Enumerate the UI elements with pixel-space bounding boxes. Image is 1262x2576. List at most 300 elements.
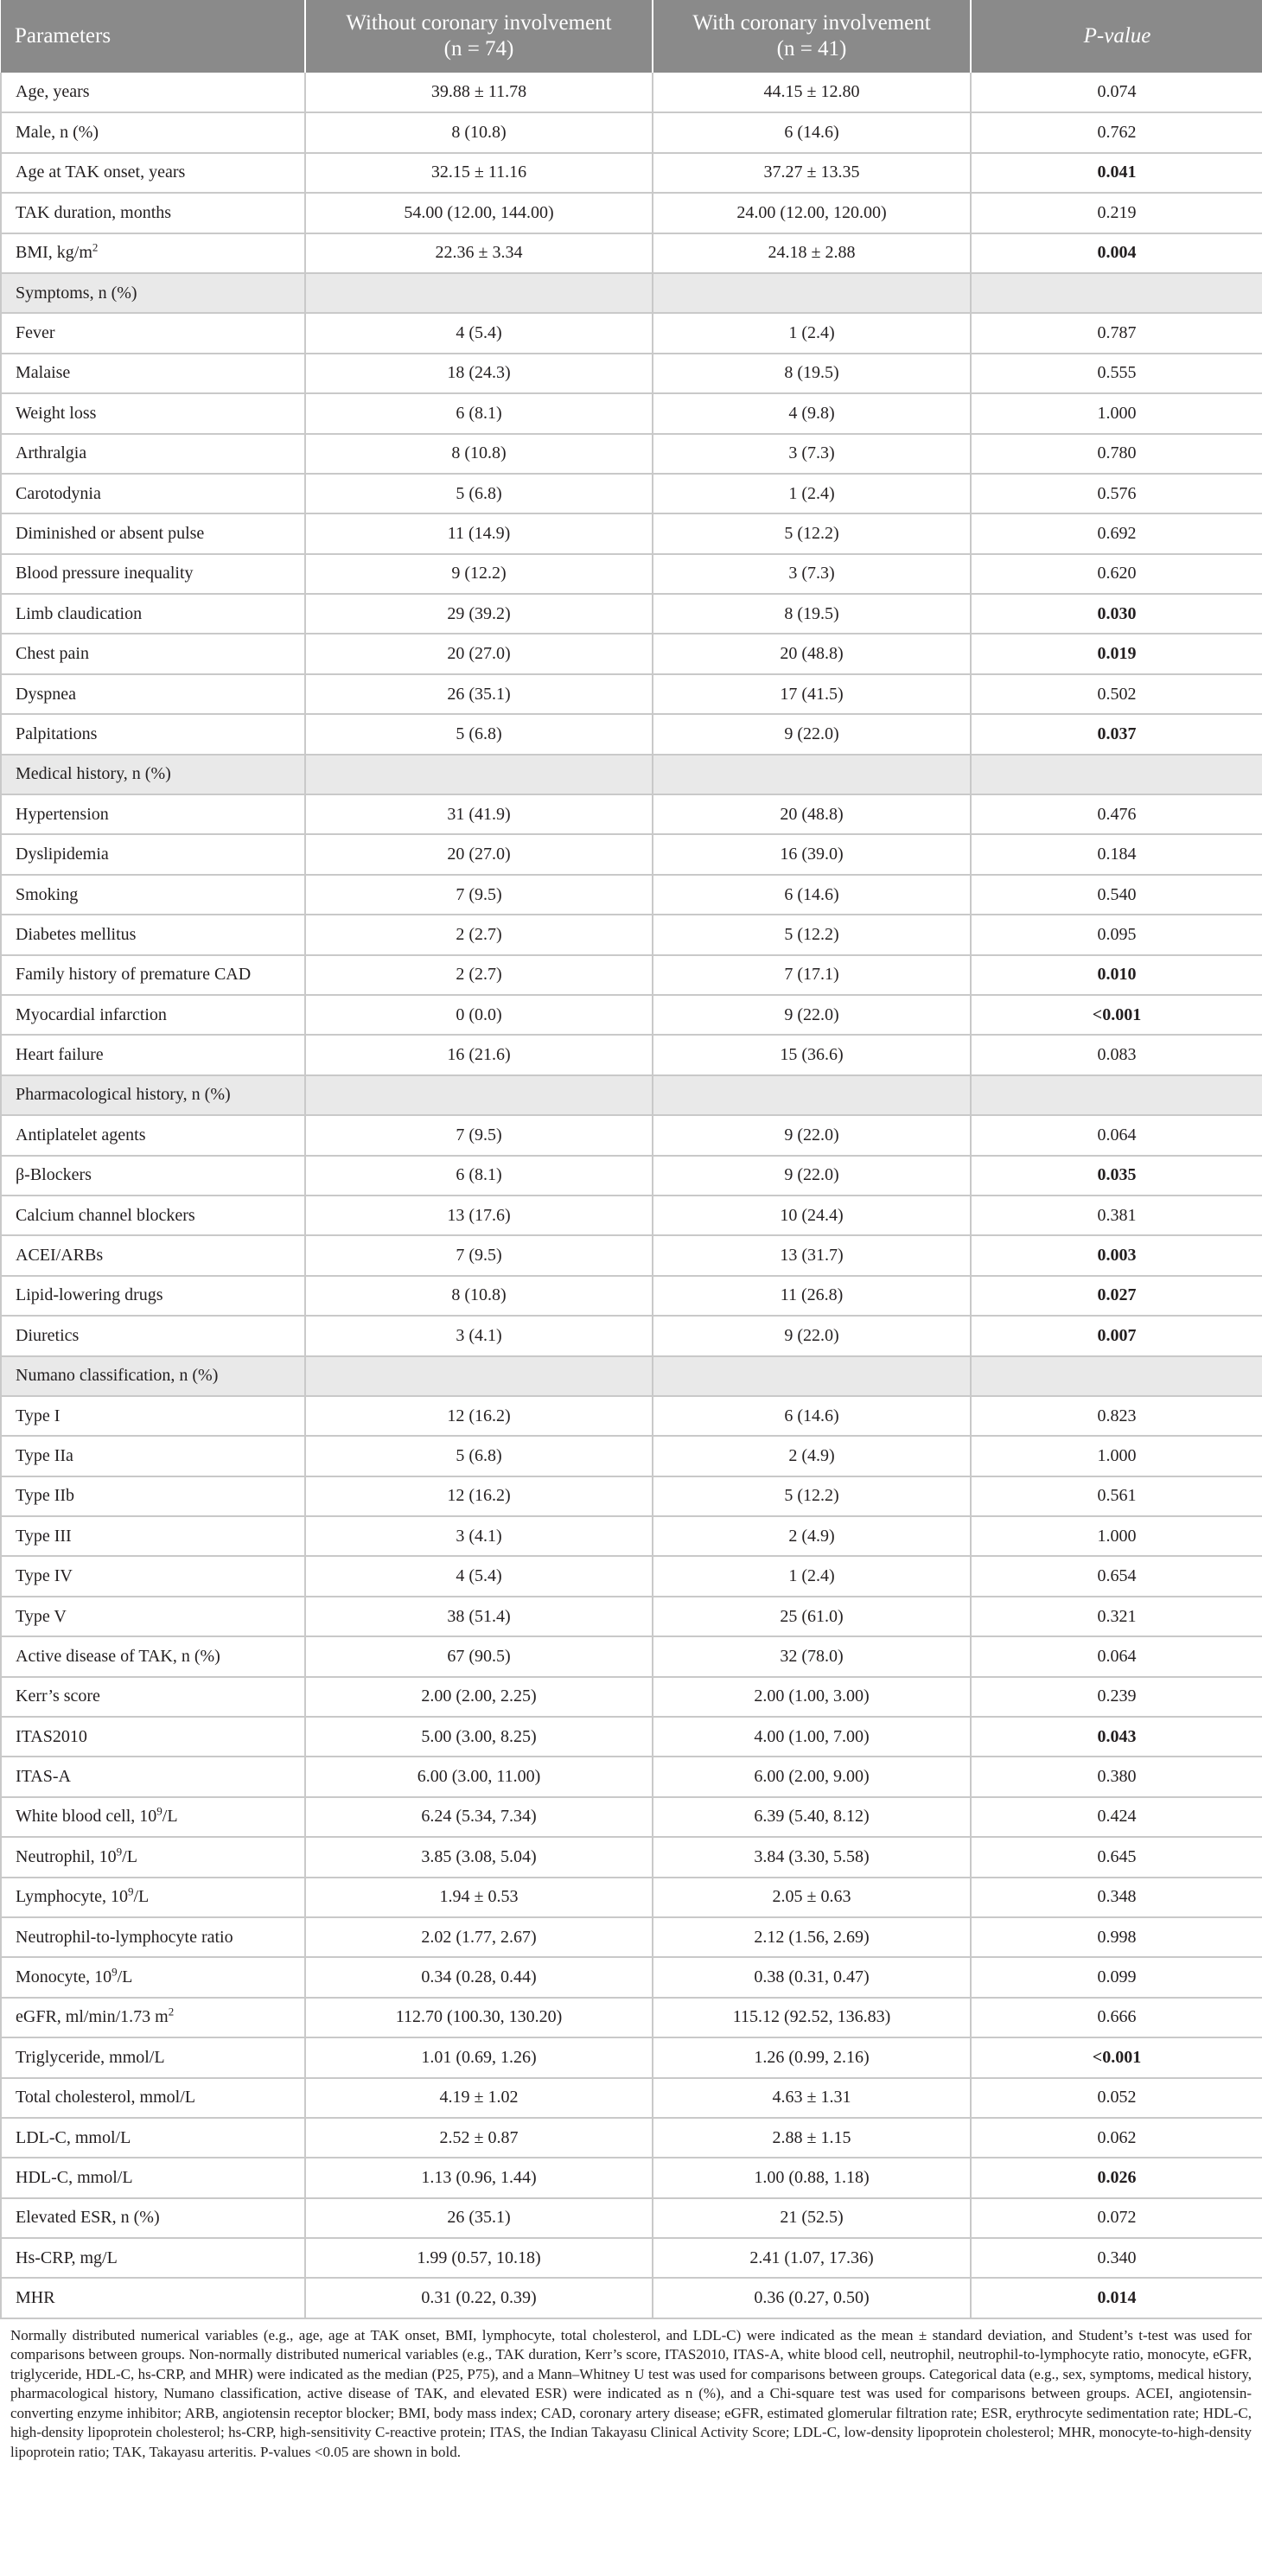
with-coronary-cell: 44.15 ± 12.80 <box>653 73 971 112</box>
without-coronary-cell: 5 (6.8) <box>305 474 653 513</box>
parameter-label: Myocardial infarction <box>16 1004 167 1024</box>
parameter-cell <box>1 393 305 433</box>
parameter-cell <box>1 1276 305 1316</box>
without-coronary-cell: 2 (2.7) <box>305 955 653 995</box>
without-coronary-cell: 22.36 ± 3.34 <box>305 233 653 273</box>
with-coronary-cell: 20 (48.8) <box>653 794 971 834</box>
with-coronary-cell: 2 (4.9) <box>653 1516 971 1556</box>
parameter-cell <box>1 1797 305 1837</box>
p-value-cell: 0.561 <box>971 1476 1262 1516</box>
parameter-label: TAK duration, months <box>16 202 172 222</box>
without-coronary-cell: 1.94 ± 0.53 <box>305 1878 653 1917</box>
with-coronary-cell: 2.41 (1.07, 17.36) <box>653 2238 971 2278</box>
without-coronary-cell: 1.13 (0.96, 1.44) <box>305 2158 653 2197</box>
p-value-cell: 0.003 <box>971 1235 1262 1275</box>
parameter-cell <box>1 1115 305 1155</box>
parameter-cell <box>1 1156 305 1196</box>
table-row <box>1 714 1262 754</box>
p-value-cell: 0.095 <box>971 915 1262 954</box>
parameter-label: Diuretics <box>16 1325 80 1345</box>
parameter-unit-suffix: /L <box>162 1807 178 1827</box>
parameter-label: β-Blockers <box>16 1165 92 1185</box>
parameter-cell <box>1 233 305 273</box>
p-value-cell: <0.001 <box>971 2037 1262 2077</box>
parameter-label: Weight loss <box>16 403 97 423</box>
p-value-cell: 0.476 <box>971 794 1262 834</box>
parameter-label: Hypertension <box>16 804 109 824</box>
parameter-label: Pharmacological history, n (%) <box>16 1085 231 1105</box>
p-value-cell: 0.014 <box>971 2278 1262 2318</box>
table-row <box>1 1797 1262 1837</box>
without-coronary-cell: 4 (5.4) <box>305 313 653 353</box>
table-row <box>1 513 1262 553</box>
parameter-cell <box>1 1677 305 1717</box>
table-row <box>1 2158 1262 2197</box>
with-coronary-cell <box>653 755 971 794</box>
without-coronary-cell: 16 (21.6) <box>305 1035 653 1074</box>
table-row <box>1 1677 1262 1717</box>
with-coronary-cell: 24.00 (12.00, 120.00) <box>653 193 971 233</box>
without-coronary-cell <box>305 273 653 313</box>
table-row <box>1 1196 1262 1235</box>
table-row <box>1 73 1262 112</box>
parameter-cell <box>1 474 305 513</box>
with-coronary-cell: 4.00 (1.00, 7.00) <box>653 1717 971 1757</box>
table-row <box>1 1717 1262 1757</box>
with-coronary-cell: 6 (14.6) <box>653 1396 971 1436</box>
table-row <box>1 1837 1262 1877</box>
with-coronary-cell: 1.00 (0.88, 1.18) <box>653 2158 971 2197</box>
parameter-label: White blood cell, 10 <box>16 1807 157 1827</box>
parameter-cell <box>1 73 305 112</box>
parameter-label: Carotodynia <box>16 483 101 503</box>
without-coronary-cell: 20 (27.0) <box>305 634 653 673</box>
parameter-cell <box>1 794 305 834</box>
parameter-cell <box>1 1396 305 1436</box>
with-coronary-cell: 5 (12.2) <box>653 915 971 954</box>
table-row <box>1 393 1262 433</box>
parameter-cell <box>1 313 305 353</box>
without-coronary-cell: 2.02 (1.77, 2.67) <box>305 1917 653 1957</box>
parameter-cell <box>1 2278 305 2318</box>
with-coronary-cell: 8 (19.5) <box>653 594 971 634</box>
p-value-cell: 0.502 <box>971 674 1262 714</box>
table-row <box>1 193 1262 233</box>
table-row <box>1 1597 1262 1636</box>
parameter-label: Symptoms, n (%) <box>16 283 137 303</box>
without-coronary-cell: 2.52 ± 0.87 <box>305 2118 653 2158</box>
p-value-cell: 0.027 <box>971 1276 1262 1316</box>
parameter-cell <box>1 2158 305 2197</box>
parameter-label: Type III <box>16 1526 72 1546</box>
with-coronary-cell: 2.88 ± 1.15 <box>653 2118 971 2158</box>
p-value-cell: 0.381 <box>971 1196 1262 1235</box>
without-coronary-cell: 54.00 (12.00, 144.00) <box>305 193 653 233</box>
table-row <box>1 1636 1262 1676</box>
without-coronary-cell: 11 (14.9) <box>305 513 653 553</box>
without-coronary-cell: 13 (17.6) <box>305 1196 653 1235</box>
with-coronary-cell: 115.12 (92.52, 136.83) <box>653 1998 971 2037</box>
with-coronary-cell: 4 (9.8) <box>653 393 971 433</box>
table-row <box>1 1878 1262 1917</box>
parameter-cell <box>1 834 305 874</box>
with-coronary-cell: 6 (14.6) <box>653 875 971 915</box>
parameter-cell <box>1 513 305 553</box>
with-coronary-cell: 37.27 ± 13.35 <box>653 153 971 193</box>
table-row <box>1 1235 1262 1275</box>
parameter-cell <box>1 193 305 233</box>
parameter-cell <box>1 1196 305 1235</box>
p-value-cell: 0.380 <box>971 1757 1262 1796</box>
p-value-cell: 0.692 <box>971 513 1262 553</box>
parameter-cell <box>1 2198 305 2238</box>
parameter-label: Limb claudication <box>16 603 143 623</box>
table-row <box>1 313 1262 353</box>
p-value-cell: 0.007 <box>971 1316 1262 1355</box>
with-coronary-cell: 2.05 ± 0.63 <box>653 1878 971 1917</box>
with-coronary-cell: 0.36 (0.27, 0.50) <box>653 2278 971 2318</box>
without-coronary-cell: 6.24 (5.34, 7.34) <box>305 1797 653 1837</box>
p-value-cell: 1.000 <box>971 1516 1262 1556</box>
table-row <box>1 474 1262 513</box>
with-coronary-cell: 9 (22.0) <box>653 995 971 1035</box>
without-coronary-cell: 4.19 ± 1.02 <box>305 2078 653 2118</box>
p-value-cell: 0.019 <box>971 634 1262 673</box>
without-coronary-cell: 6 (8.1) <box>305 393 653 433</box>
table-row <box>1 2118 1262 2158</box>
with-coronary-cell: 3 (7.3) <box>653 434 971 474</box>
p-value-cell: 0.030 <box>971 594 1262 634</box>
parameter-cell <box>1 1878 305 1917</box>
without-coronary-cell: 3 (4.1) <box>305 1316 653 1355</box>
with-coronary-cell: 24.18 ± 2.88 <box>653 233 971 273</box>
p-value-cell: 0.004 <box>971 233 1262 273</box>
parameter-cell <box>1 434 305 474</box>
without-coronary-cell: 112.70 (100.30, 130.20) <box>305 1998 653 2037</box>
parameter-label: HDL-C, mmol/L <box>16 2168 133 2187</box>
without-coronary-cell: 5.00 (3.00, 8.25) <box>305 1717 653 1757</box>
p-value-cell: 0.010 <box>971 955 1262 995</box>
with-coronary-cell: 1 (2.4) <box>653 474 971 513</box>
parameter-superscript: 9 <box>112 1965 118 1979</box>
parameter-cell <box>1 1235 305 1275</box>
without-coronary-cell: 6 (8.1) <box>305 1156 653 1196</box>
p-value-cell: 0.998 <box>971 1917 1262 1957</box>
without-coronary-cell: 32.15 ± 11.16 <box>305 153 653 193</box>
parameter-cell <box>1 1998 305 2037</box>
parameter-label: Lipid-lowering drugs <box>16 1285 163 1305</box>
p-value-cell: 0.041 <box>971 153 1262 193</box>
p-value-cell: 0.062 <box>971 2118 1262 2158</box>
without-coronary-cell: 26 (35.1) <box>305 674 653 714</box>
parameter-cell <box>1 755 305 794</box>
without-coronary-cell: 7 (9.5) <box>305 1235 653 1275</box>
parameter-superscript: 2 <box>168 2005 175 2018</box>
parameter-cell <box>1 915 305 954</box>
parameter-cell <box>1 875 305 915</box>
table-row <box>1 875 1262 915</box>
parameter-cell <box>1 1516 305 1556</box>
p-value-cell: 1.000 <box>971 393 1262 433</box>
table-row <box>1 2037 1262 2077</box>
table-row <box>1 112 1262 152</box>
parameter-cell <box>1 1476 305 1516</box>
table-row <box>1 1757 1262 1796</box>
without-coronary-cell <box>305 1356 653 1396</box>
without-coronary-cell: 7 (9.5) <box>305 875 653 915</box>
parameter-label: Active disease of TAK, n (%) <box>16 1646 220 1666</box>
p-value-cell: 0.219 <box>971 193 1262 233</box>
without-coronary-cell: 5 (6.8) <box>305 1436 653 1476</box>
parameter-label: Smoking <box>16 884 79 904</box>
parameter-label: Fever <box>16 323 55 343</box>
p-value-cell: 0.787 <box>971 313 1262 353</box>
with-coronary-cell: 3 (7.3) <box>653 554 971 594</box>
without-coronary-cell: 3 (4.1) <box>305 1516 653 1556</box>
with-coronary-cell: 1 (2.4) <box>653 1556 971 1596</box>
p-value-cell: 0.576 <box>971 474 1262 513</box>
parameter-label: Total cholesterol, mmol/L <box>16 2088 195 2107</box>
with-coronary-cell: 2.12 (1.56, 2.69) <box>653 1917 971 1957</box>
p-value-cell: 0.043 <box>971 1717 1262 1757</box>
with-coronary-cell: 17 (41.5) <box>653 674 971 714</box>
without-coronary-cell: 8 (10.8) <box>305 1276 653 1316</box>
with-coronary-cell <box>653 1356 971 1396</box>
parameter-label: Type V <box>16 1606 67 1626</box>
p-value-cell: 0.099 <box>971 1957 1262 1997</box>
parameter-label: Family history of premature CAD <box>16 965 252 985</box>
p-value-cell: 0.074 <box>971 73 1262 112</box>
parameter-cell <box>1 1757 305 1796</box>
table-row <box>1 434 1262 474</box>
table-row <box>1 1035 1262 1074</box>
parameter-cell <box>1 1316 305 1355</box>
parameter-label: Monocyte, 10 <box>16 1967 112 1987</box>
without-coronary-cell <box>305 755 653 794</box>
without-coronary-cell: 5 (6.8) <box>305 714 653 754</box>
parameter-label: BMI, kg/m <box>16 243 92 263</box>
parameter-label: Lymphocyte, 10 <box>16 1887 128 1907</box>
parameter-cell <box>1 554 305 594</box>
parameter-unit-suffix: /L <box>122 1846 137 1866</box>
header-p-value: P-value <box>971 0 1262 73</box>
without-coronary-cell: 1.99 (0.57, 10.18) <box>305 2238 653 2278</box>
p-value-cell: 0.348 <box>971 1878 1262 1917</box>
table-row <box>1 794 1262 834</box>
table-row <box>1 915 1262 954</box>
p-value-cell: 0.035 <box>971 1156 1262 1196</box>
without-coronary-cell: 12 (16.2) <box>305 1396 653 1436</box>
table-row <box>1 1316 1262 1355</box>
without-coronary-cell: 7 (9.5) <box>305 1115 653 1155</box>
parameter-label: Elevated ESR, n (%) <box>16 2208 160 2228</box>
parameter-cell <box>1 2118 305 2158</box>
p-value-cell: 0.555 <box>971 354 1262 393</box>
parameter-cell <box>1 1636 305 1676</box>
without-coronary-cell: 0.34 (0.28, 0.44) <box>305 1957 653 1997</box>
with-coronary-cell <box>653 273 971 313</box>
parameter-label: ITAS2010 <box>16 1726 87 1746</box>
table-row <box>1 2198 1262 2238</box>
without-coronary-cell: 0 (0.0) <box>305 995 653 1035</box>
table-row <box>1 1156 1262 1196</box>
table-row <box>1 1115 1262 1155</box>
p-value-cell: 0.424 <box>971 1797 1262 1837</box>
p-value-cell: 0.037 <box>971 714 1262 754</box>
table-row <box>1 2278 1262 2318</box>
parameter-label: Blood pressure inequality <box>16 564 194 583</box>
with-coronary-cell: 15 (36.6) <box>653 1035 971 1074</box>
without-coronary-cell: 0.31 (0.22, 0.39) <box>305 2278 653 2318</box>
p-value-cell: 0.052 <box>971 2078 1262 2118</box>
with-coronary-cell: 7 (17.1) <box>653 955 971 995</box>
parameter-cell <box>1 674 305 714</box>
with-coronary-cell: 1 (2.4) <box>653 313 971 353</box>
section-row <box>1 1356 1262 1396</box>
without-coronary-cell: 6.00 (3.00, 11.00) <box>305 1757 653 1796</box>
table-row <box>1 995 1262 1035</box>
parameter-label: Medical history, n (%) <box>16 764 171 784</box>
parameter-label: Type IV <box>16 1566 73 1586</box>
parameter-cell <box>1 112 305 152</box>
with-coronary-cell: 13 (31.7) <box>653 1235 971 1275</box>
header-parameters: Parameters <box>1 0 305 73</box>
parameter-label: Chest pain <box>16 644 89 664</box>
with-coronary-cell: 6.00 (2.00, 9.00) <box>653 1757 971 1796</box>
parameter-label: Neutrophil, 10 <box>16 1846 117 1866</box>
without-coronary-cell: 31 (41.9) <box>305 794 653 834</box>
with-coronary-cell: 10 (24.4) <box>653 1196 971 1235</box>
parameter-cell <box>1 1837 305 1877</box>
p-value-cell: 0.321 <box>971 1597 1262 1636</box>
p-value-cell: 0.184 <box>971 834 1262 874</box>
with-coronary-cell: 5 (12.2) <box>653 513 971 553</box>
parameter-label: Kerr’s score <box>16 1687 100 1706</box>
table-row <box>1 834 1262 874</box>
with-coronary-cell: 20 (48.8) <box>653 634 971 673</box>
without-coronary-cell: 3.85 (3.08, 5.04) <box>305 1837 653 1877</box>
table-row <box>1 594 1262 634</box>
p-value-cell: 0.239 <box>971 1677 1262 1717</box>
p-value-cell: 0.654 <box>971 1556 1262 1596</box>
table-row <box>1 554 1262 594</box>
parameter-superscript: 2 <box>92 240 99 254</box>
parameter-cell <box>1 354 305 393</box>
parameter-label: Triglyceride, mmol/L <box>16 2047 165 2067</box>
with-coronary-cell: 2 (4.9) <box>653 1436 971 1476</box>
table-row <box>1 354 1262 393</box>
with-coronary-cell: 9 (22.0) <box>653 1316 971 1355</box>
parameter-label: Age at TAK onset, years <box>16 163 186 182</box>
table-row <box>1 955 1262 995</box>
parameter-label: Antiplatelet agents <box>16 1125 146 1145</box>
parameter-label: Type I <box>16 1406 61 1425</box>
without-coronary-cell: 1.01 (0.69, 1.26) <box>305 2037 653 2077</box>
with-coronary-cell: 9 (22.0) <box>653 714 971 754</box>
parameter-cell <box>1 1356 305 1396</box>
p-value-cell: 0.540 <box>971 875 1262 915</box>
parameter-label: Male, n (%) <box>16 123 99 143</box>
with-coronary-cell: 32 (78.0) <box>653 1636 971 1676</box>
table-row <box>1 1396 1262 1436</box>
table-row <box>1 2078 1262 2118</box>
table-row <box>1 674 1262 714</box>
parameter-unit-suffix: /L <box>133 1887 150 1907</box>
parameter-cell <box>1 2078 305 2118</box>
parameter-label: Malaise <box>16 363 71 383</box>
parameter-cell <box>1 1597 305 1636</box>
table-row <box>1 634 1262 673</box>
table-row <box>1 1276 1262 1316</box>
without-coronary-cell: 18 (24.3) <box>305 354 653 393</box>
parameter-label: Hs-CRP, mg/L <box>16 2248 118 2267</box>
p-value-cell: <0.001 <box>971 995 1262 1035</box>
p-value-cell <box>971 1075 1262 1115</box>
parameter-label: Numano classification, n (%) <box>16 1366 219 1386</box>
parameter-superscript: 9 <box>156 1804 163 1818</box>
p-value-cell: 0.780 <box>971 434 1262 474</box>
p-value-cell: 0.645 <box>971 1837 1262 1877</box>
with-coronary-cell: 6 (14.6) <box>653 112 971 152</box>
with-coronary-cell <box>653 1075 971 1115</box>
parameter-label: Heart failure <box>16 1045 104 1065</box>
with-coronary-cell: 16 (39.0) <box>653 834 971 874</box>
parameter-cell <box>1 153 305 193</box>
parameter-cell <box>1 2037 305 2077</box>
parameter-label: Dyslipidemia <box>16 845 109 864</box>
p-value-cell: 0.072 <box>971 2198 1262 2238</box>
p-value-cell <box>971 1356 1262 1396</box>
table-row <box>1 1476 1262 1516</box>
with-coronary-cell: 21 (52.5) <box>653 2198 971 2238</box>
parameter-label: ACEI/ARBs <box>16 1246 104 1266</box>
parameter-cell <box>1 2238 305 2278</box>
parameter-cell <box>1 1957 305 1997</box>
parameter-label: Arthralgia <box>16 443 87 463</box>
without-coronary-cell: 20 (27.0) <box>305 834 653 874</box>
table-footnote: Normally distributed numerical variables (e.g., age, age at TAK onset, BMI, lymphocyte, total cholesterol, and LDL-C) were indicated as the mean ± standard deviation, and Student’s t-test was used for comparisons between groups. Non-normally distributed numerical variables (e.g., TAK duration, Kerr’s score, ITAS2010, ITAS-A, white blood cell, neutrophil, neutrophil-to-lymphocyte ratio, monocyte, eGFR, triglyceride, HDL-C, hs-CRP, and MHR) were indicated as the median (P25, P75), and a Mann–Whitney U test was used for comparisons between groups. Categorical data (e.g., sex, symptoms, medical history, pharmacological history, Numano classification, active disease of TAK, and elevated ESR) were indicated as n (%), and a Chi-square test was used for comparisons between groups. ACEI, angiotensin-converting enzyme inhibitor; ARB, angiotensin receptor blocker; BMI, body mass index; CAD, coronary artery disease; eGFR, estimated glomerular filtration rate; ESR, erythrocyte sedimentation rate; HDL-C, high-density lipoprotein cholesterol; hs-CRP, high-sensitivity C-reactive protein; ITAS, the Indian Takayasu Clinical Activity Score; LDL-C, low-density lipoprotein cholesterol; MHR, monocyte-to-high-density lipoprotein ratio; TAK, Takayasu arteritis. P-values <0.05 are shown in bold. <box>10 2326 1252 2460</box>
parameter-label: MHR <box>16 2288 55 2308</box>
without-coronary-cell: 4 (5.4) <box>305 1556 653 1596</box>
table-row <box>1 1556 1262 1596</box>
with-coronary-cell: 9 (22.0) <box>653 1115 971 1155</box>
with-coronary-cell: 4.63 ± 1.31 <box>653 2078 971 2118</box>
with-coronary-cell: 6.39 (5.40, 8.12) <box>653 1797 971 1837</box>
p-value-cell: 0.666 <box>971 1998 1262 2037</box>
p-value-cell: 0.064 <box>971 1115 1262 1155</box>
p-value-cell: 1.000 <box>971 1436 1262 1476</box>
with-coronary-cell: 2.00 (1.00, 3.00) <box>653 1677 971 1717</box>
without-coronary-cell: 38 (51.4) <box>305 1597 653 1636</box>
table-row <box>1 1436 1262 1476</box>
p-value-cell <box>971 273 1262 313</box>
without-coronary-cell: 2.00 (2.00, 2.25) <box>305 1677 653 1717</box>
parameter-cell <box>1 1436 305 1476</box>
without-coronary-cell: 8 (10.8) <box>305 434 653 474</box>
parameter-label: Type IIa <box>16 1445 73 1465</box>
table-row <box>1 1957 1262 1997</box>
parameter-superscript: 9 <box>127 1884 134 1898</box>
header-row <box>1 0 1262 73</box>
without-coronary-cell: 8 (10.8) <box>305 112 653 152</box>
parameter-label: Age, years <box>16 82 90 102</box>
parameter-unit-suffix: /L <box>117 1967 133 1987</box>
without-coronary-cell: 67 (90.5) <box>305 1636 653 1676</box>
table-header <box>1 0 1262 73</box>
with-coronary-cell: 1.26 (0.99, 2.16) <box>653 2037 971 2077</box>
section-row <box>1 273 1262 313</box>
parameter-label: Palpitations <box>16 724 98 743</box>
